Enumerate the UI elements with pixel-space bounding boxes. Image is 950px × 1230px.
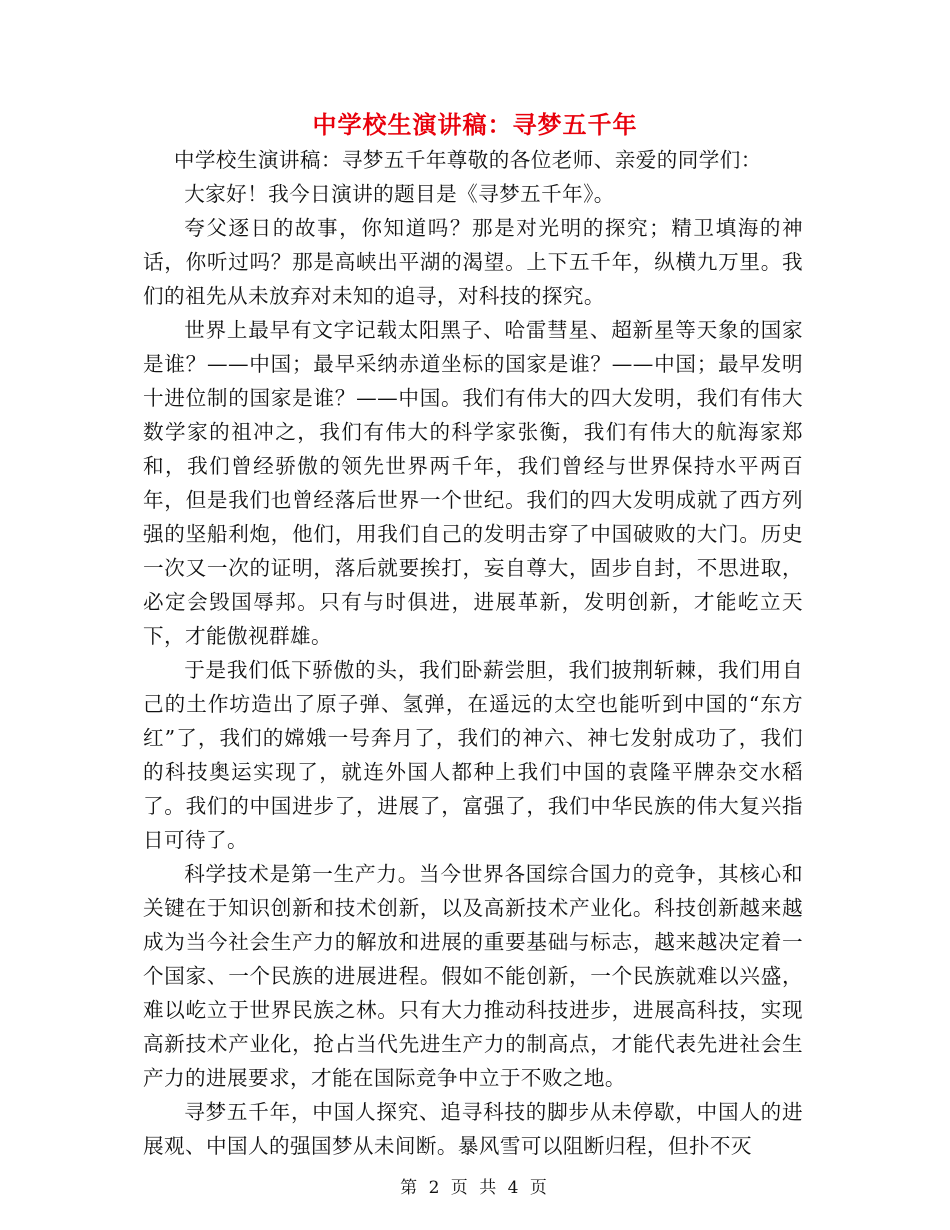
- paragraph: 于是我们低下骄傲的头，我们卧薪尝胆，我们披荆斩棘，我们用自己的土作坊造出了原子弹、氢弹，在遥远的太空也能听到中国的“东方红”了，我们的嫦娥一号奔月了，我们的神六、神七发射成功了，我们的科技奥运实现了，就连外国人都种上我们中国的袁隆平牌杂交水稻了。我们的中国进步了，进展了，富强了，我们中华民族的伟大复兴指日可待了。: [143, 658, 803, 852]
- paragraph: 世界上最早有文字记载太阳黑子、哈雷彗星、超新星等天象的国家是谁？——中国；最早采纳赤道坐标的国家是谁？——中国；最早发明十进位制的国家是谁？——中国。我们有伟大的四大发明，我们有伟大数学家的祖冲之，我们有伟大的科学家张衡，我们有伟大的航海家郑和，我们曾经骄傲的领先世界两千年，我们曾经与世界保持水平两百年，但是我们也曾经落后世界一个世纪。我们的四大发明成就了西方列强的坚船利炮，他们，用我们自己的发明击穿了中国破败的大门。历史一次又一次的证明，落后就要挨打，妄自尊大，固步自封，不思进取，必定会毁国辱邦。只有与时俱进，进展革新，发明创新，才能屹立天下，才能傲视群雄。: [143, 318, 803, 648]
- paragraph: 科学技术是第一生产力。当今世界各国综合国力的竞争，其核心和关键在于知识创新和技术创新，以及高新技术产业化。科技创新越来越成为当今社会生产力的解放和进展的重要基础与标志，越来越决定着一个国家、一个民族的进展进程。假如不能创新，一个民族就难以兴盛，难以屹立于世界民族之林。只有大力推动科技进步，进展高科技，实现高新技术产业化，抢占当代先进生产力的制高点，才能代表先进社会生产力的进展要求，才能在国际竞争中立于不败之地。: [143, 862, 803, 1090]
- document-title: 中学校生演讲稿：寻梦五千年: [312, 111, 638, 139]
- paragraph: 夸父逐日的故事，你知道吗？那是对光明的探究；精卫填海的神话，你听过吗？那是高峡出平湖的渴望。上下五千年，纵横九万里。我们的祖先从未放弃对未知的追寻，对科技的探究。: [143, 216, 803, 308]
- paragraph-intro: 中学校生演讲稿：寻梦五千年尊敬的各位老师、亲爱的同学们：: [173, 148, 762, 172]
- document-body: [143, 143, 803, 1163]
- paragraph: 寻梦五千年，中国人探究、追寻科技的脚步从未停歇，中国人的进展观、中国人的强国梦从未间断。暴风雪可以阻断归程，但扑不灭: [143, 1100, 803, 1158]
- paragraph-greeting: 大家好！我今日演讲的题目是《寻梦五千年》。: [184, 182, 615, 206]
- page-number: 第 2 页 共 4 页: [400, 1178, 550, 1198]
